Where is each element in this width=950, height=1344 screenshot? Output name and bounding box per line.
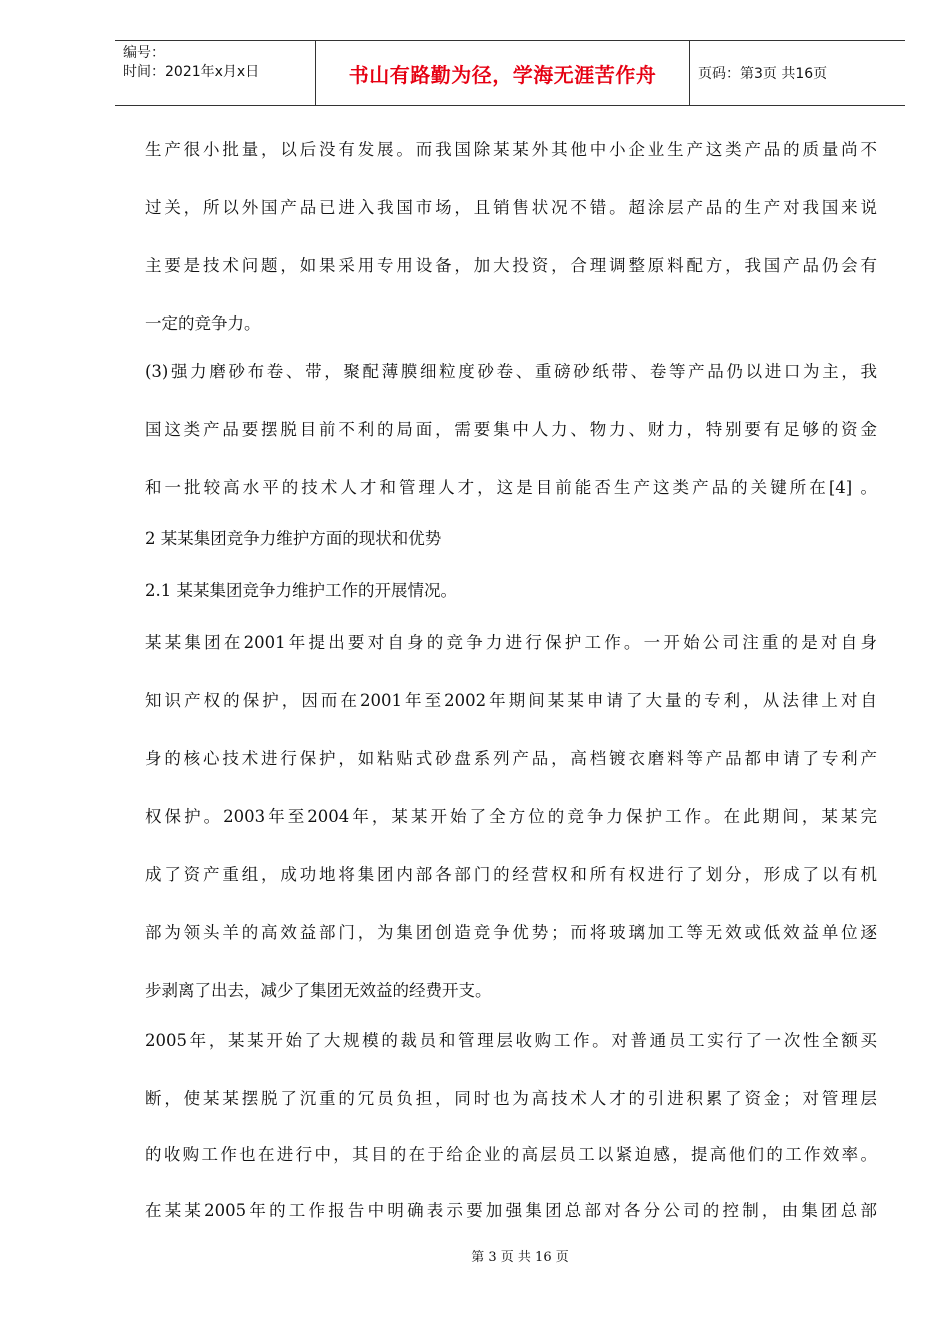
- body-line: 断，使某某摆脱了沉重的冗员负担，同时也为高技术人才的引进积累了资金；对管理层: [145, 1089, 877, 1108]
- header-time: 时间：2021年x月x日: [123, 64, 260, 80]
- subsection-heading: 2.1 某某集团竞争力维护工作的开展情况。: [145, 581, 457, 600]
- body-line: 在某某2005年的工作报告中明确表示要加强集团总部对各分公司的控制，由集团总部: [145, 1201, 877, 1220]
- header-page-info: 页码：第3页 共16页: [698, 66, 828, 82]
- page-header: [115, 40, 905, 106]
- body-line: 2005年，某某开始了大规模的裁员和管理层收购工作。对普通员工实行了一次性全额买: [145, 1031, 877, 1050]
- body-line: 生产很小批量，以后没有发展。而我国除某某外其他中小企业生产这类产品的质量尚不: [145, 140, 877, 159]
- body-line: 成了资产重组，成功地将集团内部各部门的经营权和所有权进行了划分，形成了以有机: [145, 865, 877, 884]
- header-number: 编号：: [123, 45, 165, 61]
- body-line: 国这类产品要摆脱目前不利的局面，需要集中人力、物力、财力，特别要有足够的资金: [145, 420, 877, 439]
- body-line: 一定的竞争力。: [145, 314, 261, 333]
- page-footer: 第 3 页 共 16 页: [471, 1250, 569, 1265]
- section-heading: 2 某某集团竞争力维护方面的现状和优势: [145, 529, 442, 548]
- body-line: 的收购工作也在进行中，其目的在于给企业的高层员工以紧迫感，提高他们的工作效率。: [145, 1145, 877, 1164]
- body-line: 和一批较高水平的技术人才和管理人才，这是目前能否生产这类产品的关键所在[4] 。: [145, 478, 877, 497]
- body-line: 权保护。2003年至2004年，某某开始了全方位的竞争力保护工作。在此期间，某某完: [145, 807, 877, 826]
- header-motto: 书山有路勤为径，学海无涯苦作舟: [316, 41, 690, 105]
- header-meta: [115, 41, 316, 105]
- body-line: 某某集团在2001年提出要对自身的竞争力进行保护工作。一开始公司注重的是对自身: [145, 633, 877, 652]
- body-line: 过关，所以外国产品已进入我国市场，且销售状况不错。超涂层产品的生产对我国来说: [145, 198, 877, 217]
- body-line: 步剥离了出去，减少了集团无效益的经费开支。: [145, 981, 492, 1000]
- body-line: 身的核心技术进行保护，如粘贴式砂盘系列产品，高档镀衣磨料等产品都申请了专利产: [145, 749, 877, 768]
- body-line: (3)强力磨砂布卷、带，聚配薄膜细粒度砂卷、重磅砂纸带、卷等产品仍以进口为主，我: [145, 362, 877, 381]
- body-line: 主要是技术问题，如果采用专用设备，加大投资，合理调整原料配方，我国产品仍会有: [145, 256, 877, 275]
- body-line: 知识产权的保护，因而在2001年至2002年期间某某申请了大量的专利，从法律上对自: [145, 691, 877, 710]
- body-line: 部为领头羊的高效益部门，为集团创造竞争优势；而将玻璃加工等无效或低效益单位逐: [145, 923, 877, 942]
